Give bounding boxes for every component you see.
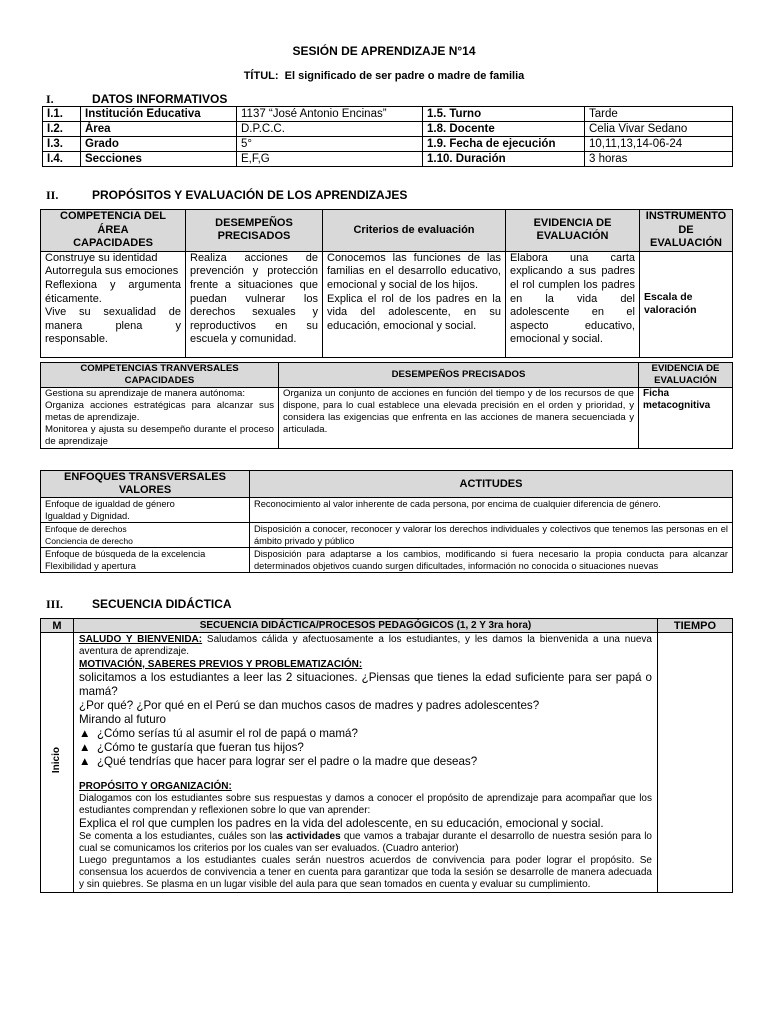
subtitle-text: El significado de ser padre o madre de familia bbox=[284, 70, 525, 82]
saludo-label: SALUDO Y BIENVENIDA: bbox=[79, 634, 203, 645]
table-row bbox=[43, 152, 733, 167]
header-secuencia: SECUENCIA DIDÁCTICA/PROCESOS PEDAGÓGICOS (1, 2 Y 3ra hora) bbox=[74, 619, 658, 633]
table-header-row bbox=[41, 471, 733, 498]
saludo-text: Saludamos cálida y afectuosamente a los estudiantes, y les damos la bienvenida a una nueva aventura de aprendizaje. bbox=[79, 634, 652, 657]
row-value-2: 3 horas bbox=[585, 152, 733, 167]
row-value-2: Tarde bbox=[585, 107, 733, 122]
bullet-text: ¿Cómo serías tú al asumir el rol de papá o mamá? bbox=[96, 727, 358, 740]
row-label: Grado bbox=[81, 137, 237, 152]
section-2-number: II. bbox=[46, 188, 59, 202]
table-row bbox=[41, 548, 733, 573]
table-row bbox=[43, 137, 733, 152]
triangle-bullet-icon: ▲ bbox=[79, 727, 91, 740]
table-row bbox=[43, 107, 733, 122]
list-item bbox=[79, 741, 652, 755]
row-label: Institución Educativa bbox=[81, 107, 237, 122]
triangle-bullet-icon: ▲ bbox=[79, 741, 91, 754]
competencia-cell: Gestiona su aprendizaje de manera autónoma: Organiza acciones estratégicas para alcanzar sus metas de aprendizaje. Monitorea y ajusta su desempeño durante el proceso de aprendizaje bbox=[41, 388, 279, 449]
header-tiempo: TIEMPO bbox=[658, 619, 733, 633]
proposito-label: PROPÓSITO Y ORGANIZACIÓN: bbox=[79, 781, 232, 792]
instrumento-cell: Escala de valoración bbox=[640, 251, 733, 357]
evidencia-cell: Ficha metacognitiva bbox=[639, 388, 733, 449]
row-value-2: 10,11,13,14-06-24 bbox=[585, 137, 733, 152]
datos-informativos-table bbox=[42, 106, 733, 167]
row-value: D.P.C.C. bbox=[237, 122, 423, 137]
bullet-text: ¿Cómo te gustaría que fueran tus hijos? bbox=[96, 741, 304, 754]
desempenos-cell: Organiza un conjunto de acciones en función del tiempo y de los recursos de que dispone, para lo cual establece una elevada precisión en el orden y prioridad, y considera las exigencias que enfrenta en las acciones de manera secuenciada y articulada. bbox=[279, 388, 639, 449]
enfoque-cell: Enfoque de búsqueda de la excelencia Flexibilidad y apertura bbox=[41, 548, 250, 573]
motivacion-line: solicitamos a los estudiantes a leer las 2 situaciones. ¿Piensas que tienes la edad suficiente para ser papá o mamá? bbox=[79, 671, 652, 698]
comenta-text-bold: s actividades bbox=[277, 831, 341, 842]
list-item bbox=[79, 727, 652, 741]
table-row bbox=[43, 122, 733, 137]
evidencia-cell: Elabora una carta explicando a sus padres el rol cumplen los padres en la vida del adolescente en el aspecto educativo, emocional y social. bbox=[506, 251, 640, 357]
row-code: I.4. bbox=[43, 152, 81, 167]
header-enfoques: ENFOQUES TRANSVERSALES VALORES bbox=[41, 471, 250, 498]
section-2-title: PROPÓSITOS Y EVALUACIÓN DE LOS APRENDIZAJES bbox=[92, 188, 408, 202]
bullet-text: ¿Qué tendrías que hacer para lograr ser el padre o la madre que deseas? bbox=[96, 755, 478, 768]
header-competencias-transversales: COMPETENCIAS TRANVERSALES CAPACIDADES bbox=[41, 363, 279, 388]
tiempo-cell bbox=[658, 633, 733, 893]
section-3-number: III. bbox=[46, 597, 64, 611]
table-row bbox=[41, 633, 733, 893]
table-header-row bbox=[41, 210, 733, 252]
secuencia-table bbox=[40, 618, 733, 893]
motivacion-line: Mirando al futuro bbox=[79, 713, 166, 726]
motivacion-label: MOTIVACIÓN, SABERES PREVIOS Y PROBLEMATIZACIÓN: bbox=[79, 659, 363, 670]
comenta-text-a: Se comenta a los estudiantes, cuáles son la bbox=[79, 831, 278, 842]
row-value: E,F,G bbox=[237, 152, 423, 167]
propositos-table bbox=[40, 209, 733, 358]
comenta-paragraph bbox=[79, 831, 652, 855]
header-criterios: Criterios de evaluación bbox=[323, 210, 506, 252]
proposito-statement: Explica el rol que cumplen los padres en la vida del adolescente, en su educación, emocional y social. bbox=[79, 817, 604, 830]
enfoques-table bbox=[40, 470, 733, 573]
table-header-row bbox=[41, 619, 733, 633]
comenta-text-b: que vamos a trabajar durante el desarrollo de nuestra sesión para lo cual se comunicamos los criterios por los cuales van ser evaluados. (Cuadro anterior) bbox=[79, 831, 652, 854]
header-instrumento: INSTRUMENTO DE EVALUACIÓN bbox=[640, 210, 733, 252]
competencias-transversales-table bbox=[40, 362, 733, 449]
header-desempenos: DESEMPEÑOS PRECISADOS bbox=[186, 210, 323, 252]
enfoque-cell: Enfoque de derechos Conciencia de derecho bbox=[41, 523, 250, 548]
actitud-cell: Disposición para adaptarse a los cambios, modificando si fuera necesario la propia conducta para alcanzar determinados objetivos cuando surgen dificultades, información no conocida o situaciones nuevas bbox=[250, 548, 733, 573]
section-3-heading bbox=[46, 597, 232, 612]
table-row bbox=[41, 388, 733, 449]
header-moment: M bbox=[41, 619, 74, 633]
row-label: Área bbox=[81, 122, 237, 137]
row-code: I.2. bbox=[43, 122, 81, 137]
section-2-heading bbox=[46, 188, 407, 203]
section-1-title: DATOS INFORMATIVOS bbox=[92, 92, 228, 106]
sequence-content bbox=[74, 633, 658, 893]
session-title: SESIÓN DE APRENDIZAJE N°14 bbox=[292, 44, 476, 58]
motivacion-line: ¿Por qué? ¿Por qué en el Perú se dan muchos casos de madres y padres adolescentes? bbox=[79, 699, 540, 712]
header-competencia: COMPETENCIA DEL ÁREA CAPACIDADES bbox=[41, 210, 186, 252]
row-label-2: 1.10. Duración bbox=[423, 152, 585, 167]
header-desempenos: DESEMPEÑOS PRECISADOS bbox=[279, 363, 639, 388]
list-item bbox=[79, 755, 652, 769]
header-evidencia: EVIDENCIA DE EVALUACIÓN bbox=[506, 210, 640, 252]
row-code: I.3. bbox=[43, 137, 81, 152]
row-value: 5° bbox=[237, 137, 423, 152]
table-row bbox=[41, 523, 733, 548]
row-value-2: Celia Vivar Sedano bbox=[585, 122, 733, 137]
header-actitudes: ACTITUDES bbox=[250, 471, 733, 498]
row-label-2: 1.5. Turno bbox=[423, 107, 585, 122]
row-code: I.1. bbox=[43, 107, 81, 122]
actitud-cell: Disposición a conocer, reconocer y valorar los derechos individuales y colectivos que tenemos las personas en el ámbito privado y público bbox=[250, 523, 733, 548]
header-evidencia: EVIDENCIA DE EVALUACIÓN bbox=[639, 363, 733, 388]
proposito-text: Dialogamos con los estudiantes sobre sus respuestas y damos a conocer el propósito de aprendizaje para acompañar que los estudiantes comprendan y reflexionen sobre lo que van aprender: bbox=[79, 793, 652, 816]
moment-cell bbox=[41, 633, 74, 893]
actitud-cell: Reconocimiento al valor inherente de cada persona, por encima de cualquier diferencia de género. bbox=[250, 498, 733, 523]
triangle-bullet-icon: ▲ bbox=[79, 755, 91, 768]
table-header-row bbox=[41, 363, 733, 388]
section-1-heading bbox=[46, 92, 227, 107]
section-3-title: SECUENCIA DIDÁCTICA bbox=[92, 597, 232, 611]
enfoque-cell: Enfoque de igualdad de género Igualdad y Dignidad. bbox=[41, 498, 250, 523]
moment-label: Inicio bbox=[51, 747, 62, 774]
acuerdos-paragraph: Luego preguntamos a los estudiantes cuales serán nuestros acuerdos de convivencia para poder lograr el propósito. Se consensua los acuerdos de convivencia a tener en cuenta para garantizar que toda la sesión se desarrolle de manera adecuada y sin quiebres. Se plasma en un lugar visible del aula para que sean tomados en cuenta y evaluar su cumplimiento. bbox=[79, 855, 652, 890]
table-row bbox=[41, 498, 733, 523]
session-subtitle bbox=[0, 70, 768, 82]
row-label-2: 1.8. Docente bbox=[423, 122, 585, 137]
section-1-number: I. bbox=[46, 92, 54, 106]
row-label-2: 1.9. Fecha de ejecución bbox=[423, 137, 585, 152]
competencia-cell: Construye su identidad Autorregula sus emociones Reflexiona y argumenta éticamente. Vive su sexualidad de manera plena y responsable. bbox=[41, 251, 186, 357]
subtitle-prefix: TÍTUL: bbox=[243, 70, 279, 82]
desempenos-cell: Realiza acciones de prevención y protección frente a situaciones que puedan vulnerar los derechos sexuales y reproductivos en su escuela y comunidad. bbox=[186, 251, 323, 357]
row-label: Secciones bbox=[81, 152, 237, 167]
saludo-paragraph bbox=[79, 634, 652, 658]
row-value: 1137 “José Antonio Encinas” bbox=[237, 107, 423, 122]
table-row bbox=[41, 251, 733, 357]
criterios-cell: Conocemos las funciones de las familias en el desarrollo educativo, emocional y social de los hijos. Explica el rol de los padres en la vida del adolescente, en su educación, emocional y social. bbox=[323, 251, 506, 357]
